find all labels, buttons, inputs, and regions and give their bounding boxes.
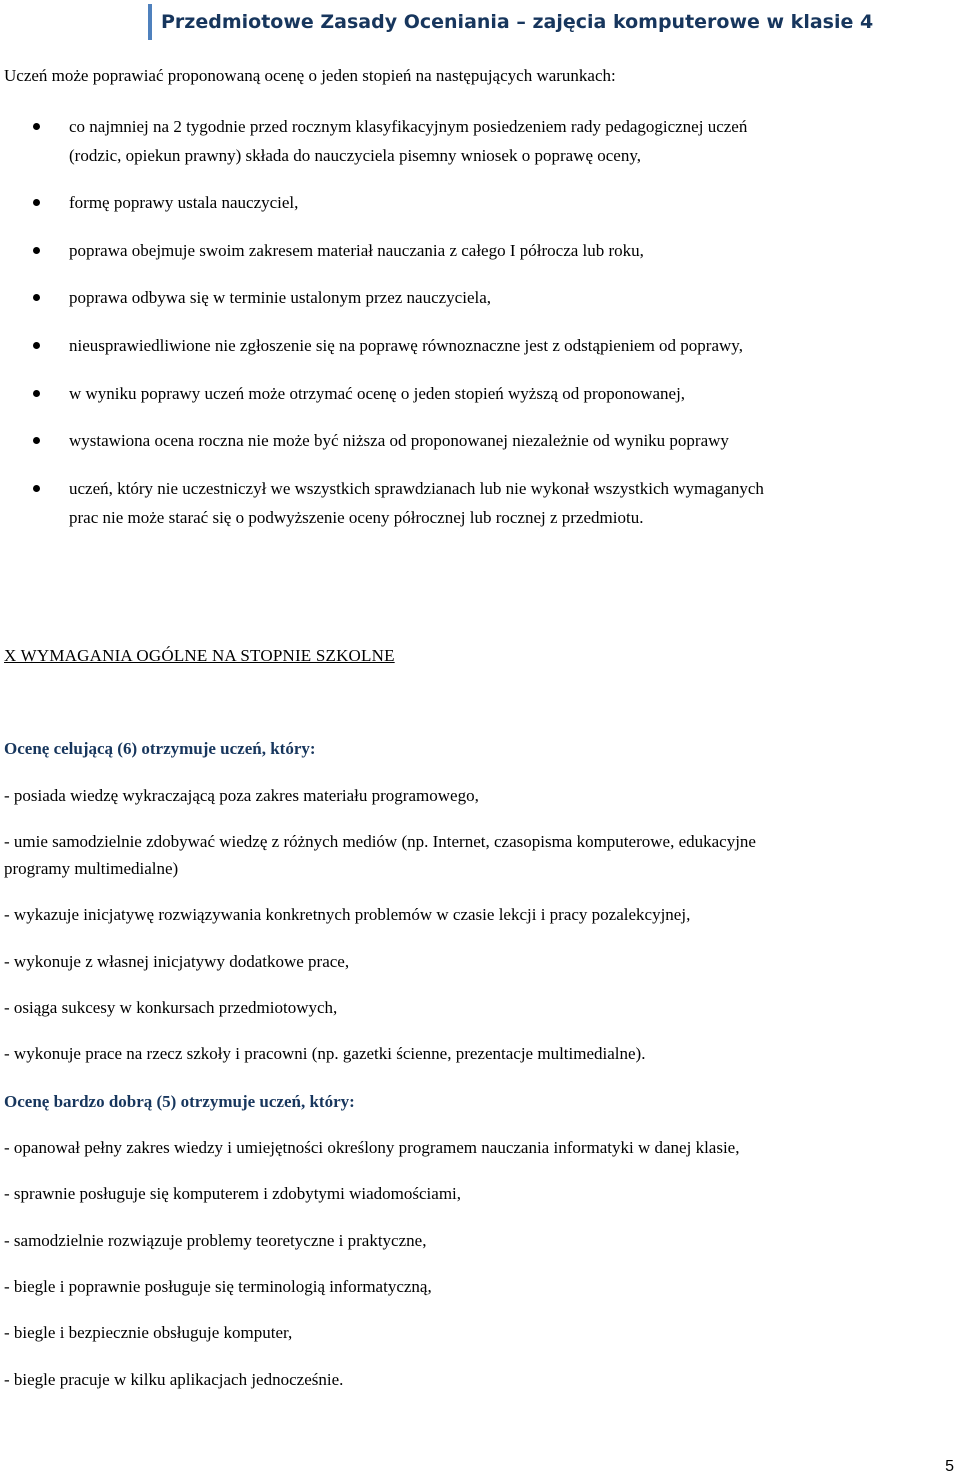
list-item-text: poprawa obejmuje swoim zakresem materiał nauczania z całego I półrocza lub roku, — [69, 241, 644, 260]
list-item-text: prac nie może starać się o podwyższenie oceny półrocznej lub rocznej z przedmiotu. — [69, 508, 644, 527]
requirement-line: - wykonuje z własnej inicjatywy dodatkowe prace, — [4, 952, 350, 971]
document-header — [148, 4, 873, 40]
bullet-icon — [33, 199, 40, 206]
list-item-text: wystawiona ocena roczna nie może być niższa od proponowanej niezależnie od wyniku poprawy — [69, 431, 729, 450]
grade-5-heading: Ocenę bardzo dobrą (5) otrzymuje uczeń, który: — [4, 1092, 355, 1111]
bullet-icon — [33, 123, 40, 130]
list-item-text: formę poprawy ustala nauczyciel, — [69, 193, 299, 212]
requirement-line: - biegle i poprawnie posługuje się terminologią informatyczną, — [4, 1277, 432, 1296]
intro-text: Uczeń może poprawiać proponowaną ocenę o jeden stopień na następujących warunkach: — [4, 66, 616, 85]
requirement-line: - opanował pełny zakres wiedzy i umiejętności określony programem nauczania informatyki w danej klasie, — [4, 1138, 740, 1157]
bullet-icon — [33, 437, 40, 444]
section-title: X WYMAGANIA OGÓLNE NA STOPNIE SZKOLNE — [4, 646, 395, 665]
list-item-text: uczeń, który nie uczestniczył we wszystkich sprawdzianach lub nie wykonał wszystkich wymaganych — [69, 479, 764, 498]
bullet-icon — [33, 485, 40, 492]
bullet-icon — [33, 342, 40, 349]
list-item-text: co najmniej na 2 tygodnie przed rocznym klasyfikacyjnym posiedzeniem rady pedagogicznej uczeń — [69, 117, 748, 136]
list-item-text: (rodzic, opiekun prawny) składa do nauczyciela pisemny wniosek o poprawę oceny, — [69, 146, 641, 165]
list-item-text: nieusprawiedliwione nie zgłoszenie się na poprawę równoznaczne jest z odstąpieniem od poprawy, — [69, 336, 743, 355]
document-title: Przedmiotowe Zasady Oceniania – zajęcia komputerowe w klasie 4 — [161, 11, 874, 33]
requirement-line: - osiąga sukcesy w konkursach przedmiotowych, — [4, 998, 338, 1017]
requirement-line: - wykazuje inicjatywę rozwiązywania konkretnych problemów w czasie lekcji i pracy pozalekcyjnej, — [4, 905, 691, 924]
requirement-line: programy multimedialne) — [4, 859, 179, 878]
requirement-line: - sprawnie posługuje się komputerem i zdobytymi wiadomościami, — [4, 1184, 462, 1203]
requirement-line: - posiada wiedzę wykraczającą poza zakres materiału programowego, — [4, 786, 479, 805]
list-item-text: poprawa odbywa się w terminie ustalonym przez nauczyciela, — [69, 288, 492, 307]
bullet-icon — [33, 247, 40, 254]
bullet-icon — [33, 294, 40, 301]
requirement-line: - biegle pracuje w kilku aplikacjach jednocześnie. — [4, 1370, 344, 1389]
list-item-text: w wyniku poprawy uczeń może otrzymać ocenę o jeden stopień wyższą od proponowanej, — [69, 384, 686, 403]
requirement-line: - umie samodzielnie zdobywać wiedzę z różnych mediów (np. Internet, czasopisma komputerowe, edukacyjne — [4, 832, 756, 851]
page-number: 5 — [945, 1458, 954, 1475]
requirement-line: - wykonuje prace na rzecz szkoły i pracowni (np. gazetki ścienne, prezentacje multimedialne). — [4, 1044, 646, 1063]
requirement-line: - samodzielnie rozwiązuje problemy teoretyczne i praktyczne, — [4, 1231, 427, 1250]
requirement-line: - biegle i bezpiecznie obsługuje komputer, — [4, 1323, 293, 1342]
bullet-icon — [33, 390, 40, 397]
grade-6-heading: Ocenę celującą (6) otrzymuje uczeń, który: — [4, 739, 316, 758]
